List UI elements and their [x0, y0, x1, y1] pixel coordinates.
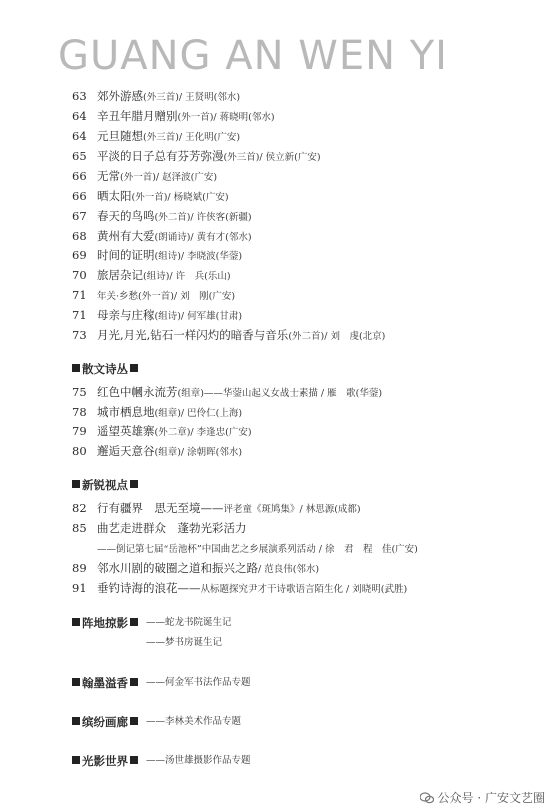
entry-author: (组诗)/ 许 兵(乐山) — [143, 271, 231, 282]
square-bullet-icon — [72, 756, 80, 764]
page-number: 66 — [72, 169, 87, 183]
entry-title: 月光,月光,钻石一样闪灼的暗香与音乐 — [97, 328, 289, 342]
entry-title: 曲艺走进群众 蓬勃光彩活力 — [97, 521, 247, 535]
entry-title: 黄州有大爱 — [97, 229, 155, 243]
page-number: 80 — [72, 444, 87, 458]
entry-author: 评老童《斑鸠集》/ 林思源(成都) — [223, 504, 361, 515]
square-bullet-icon — [130, 618, 138, 626]
square-bullet-icon — [130, 678, 138, 686]
entry-title: 垂钓诗海的浪花—— — [97, 581, 201, 595]
photography-item: ——汤世雄摄影作品专题 — [146, 755, 251, 766]
square-bullet-icon — [72, 678, 80, 686]
entry-title: 红色中幗永流芳 — [97, 385, 178, 399]
page-number: 66 — [72, 189, 87, 203]
page-number: 85 — [72, 521, 87, 535]
entry-author: (外三首)/ 王化明(广安) — [143, 132, 241, 143]
toc-entry — [72, 288, 235, 304]
entry-title: 时间的证明 — [97, 248, 155, 262]
entry-title: 邻水川剧的破圈之道和振兴之路 — [97, 561, 258, 575]
toc-entry — [72, 521, 247, 537]
toc-entry — [72, 248, 242, 264]
entry-author: 从标题探究尹才干诗歌语言陌生化 / 刘晓明(武胜) — [200, 584, 408, 595]
page-number: 78 — [72, 405, 87, 419]
toc-entry — [72, 169, 217, 185]
square-bullet-icon — [130, 480, 138, 488]
entry-author: (组章)/ 涂朝晖(邻水) — [154, 447, 243, 458]
square-bullet-icon — [72, 364, 80, 372]
entry-author: (外一首)/ 杨晓斌(广安) — [131, 192, 229, 203]
toc-entry — [72, 109, 275, 125]
entry-title: 遥望英雄寨 — [97, 424, 155, 438]
toc-entry — [72, 561, 319, 577]
calligraphy-item: ——何金军书法作品专题 — [146, 677, 251, 688]
entry-title: 邂逅天意谷 — [97, 444, 155, 458]
square-bullet-icon — [130, 756, 138, 764]
wechat-account-icon — [420, 792, 434, 804]
camp-item: ——梦书房诞生记 — [146, 637, 223, 648]
entry-title: 旅居杂记 — [97, 268, 143, 282]
entry-title: 辛丑年腊月赠别 — [97, 109, 178, 123]
watermark-text: 公众号 · 广安文艺圈 — [437, 791, 545, 805]
entry-author: (组诗)/ 李晓波(华蓥) — [154, 251, 243, 262]
toc-entry — [72, 405, 242, 421]
entry-title: 平淡的日子总有芬芳弥漫 — [97, 149, 224, 163]
entry-author: / 范良伟(邻水) — [258, 564, 320, 575]
page-number: 75 — [72, 385, 87, 399]
wechat-watermark — [420, 789, 545, 806]
square-bullet-icon — [72, 618, 80, 626]
section-heading-new-perspectives: 新锐视点 — [72, 478, 138, 492]
entry-author: (外二首)/ 刘 虔(北京) — [288, 331, 386, 342]
entry-author: (外三首)/ 侯立新(广安) — [223, 152, 321, 163]
page-number: 69 — [72, 248, 87, 262]
entry-author: (外二首)/ 许侠客(新疆) — [154, 212, 252, 223]
entry-title: 无常 — [97, 169, 120, 183]
entry-title: 郊外游感 — [97, 89, 143, 103]
entry-title: 母亲与庄稼 — [97, 308, 155, 322]
page-number: 71 — [72, 308, 87, 322]
toc-entry — [72, 385, 382, 401]
entry-author: 年关·乡愁(外一首)/ 刘 刚(广安) — [97, 291, 236, 302]
page-number: 82 — [72, 501, 87, 515]
toc-entry — [72, 229, 252, 245]
square-bullet-icon — [72, 480, 80, 488]
page-number: 91 — [72, 581, 87, 595]
entry-author: ——倒记第七届“岳池杯”中国曲艺之乡展演系列活动 / 徐 君 程 佳(广安) — [97, 544, 418, 555]
section-heading-gallery: 缤纷画廊 — [72, 715, 138, 729]
page-number: 63 — [72, 89, 87, 103]
square-bullet-icon — [130, 717, 138, 725]
toc-entry — [72, 149, 321, 165]
gallery-item: ——李林美术作品专题 — [146, 716, 242, 727]
toc-entry — [72, 268, 231, 284]
entry-author: (组诗)/ 何军雄(甘肃) — [154, 311, 243, 322]
section-heading-photography: 光影世界 — [72, 754, 138, 768]
page-number: 89 — [72, 561, 87, 575]
entry-author: (外二章)/ 李逢忠(广安) — [154, 427, 252, 438]
entry-title: 行有疆界 思无至境—— — [97, 501, 224, 515]
square-bullet-icon — [130, 364, 138, 372]
entry-title: 晒太阳 — [97, 189, 132, 203]
entry-title: 春天的鸟鸣 — [97, 209, 155, 223]
camp-item: ——蛇龙书院诞生记 — [146, 617, 232, 628]
toc-entry — [72, 501, 361, 517]
page-number: 64 — [72, 109, 87, 123]
toc-entry — [72, 89, 240, 105]
toc-entry — [72, 189, 229, 205]
section-heading-camp-glimpse: 阵地掠影 — [72, 616, 138, 630]
entry-author: (朗诵诗)/ 黄有才(邻水) — [154, 232, 252, 243]
page-number: 65 — [72, 149, 87, 163]
page-number: 71 — [72, 288, 87, 302]
section-heading-calligraphy: 翰墨溢香 — [72, 676, 138, 690]
masthead-title: GUANG AN WEN YI — [58, 33, 448, 79]
page-number: 68 — [72, 229, 87, 243]
entry-author: (外一首)/ 蒋晓明(邻水) — [177, 112, 275, 123]
toc-entry — [72, 129, 240, 145]
section-heading-prose-poetry: 散文诗丛 — [72, 362, 138, 376]
toc-entry — [72, 328, 385, 344]
toc-entry — [72, 541, 418, 557]
page-number: 70 — [72, 268, 87, 282]
toc-entry — [72, 444, 242, 460]
entry-author: (外一首)/ 赵泽波(广安) — [120, 172, 218, 183]
square-bullet-icon — [72, 717, 80, 725]
toc-entry — [72, 308, 242, 324]
entry-author: (组章)/ 巴伶仁(上海) — [154, 408, 243, 419]
entry-author: (外三首)/ 王贤明(邻水) — [143, 92, 241, 103]
entry-title: 城市栖息地 — [97, 405, 155, 419]
page-number: 79 — [72, 424, 87, 438]
entry-title: 元旦随想 — [97, 129, 143, 143]
page-number: 64 — [72, 129, 87, 143]
toc-entry — [72, 424, 252, 440]
page-number: 67 — [72, 209, 87, 223]
toc-entry — [72, 581, 407, 597]
toc-entry — [72, 209, 252, 225]
page-number: 73 — [72, 328, 87, 342]
entry-author: (组章)——华蓥山起义女战士素描 / 雁 歌(华蓥) — [177, 388, 383, 399]
